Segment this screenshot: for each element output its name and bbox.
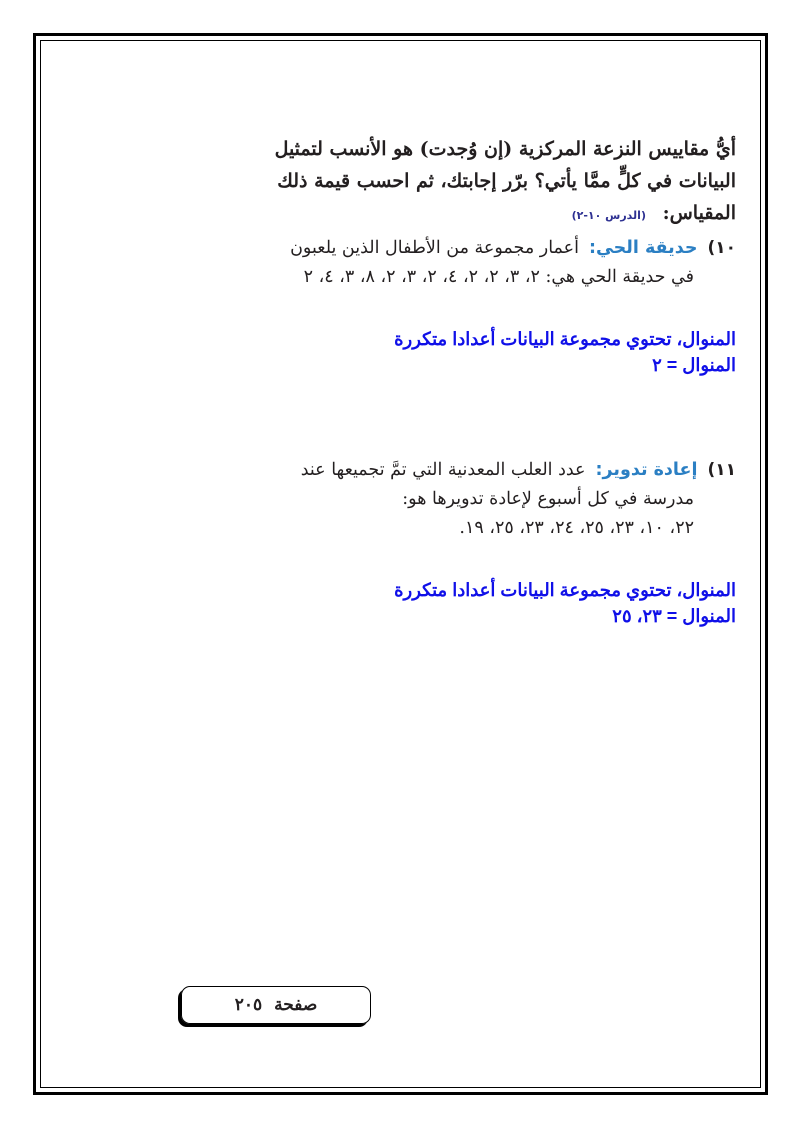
instructions-line-1: أيُّ مقاييس النزعة المركزية (إن وُجدت) هو الأنسب لتمثيل — [274, 138, 736, 160]
question-10 — [176, 234, 736, 292]
instructions-line-3 — [216, 197, 736, 232]
page-label: صفحة — [274, 995, 318, 1015]
question-11-line-2: مدرسة في كل أسبوع لإعادة تدويرها هو: — [402, 489, 694, 509]
answer-11-value: المنوال = ٢٣، ٢٥ — [612, 606, 736, 626]
question-10-data: في حديقة الحي هي: ٢، ٣، ٢، ٢، ٤، ٢، ٣، ٢، ٨، ٣، ٤، ٢ — [303, 267, 694, 287]
answer-11-reason: المنوال، تحتوي مجموعة البيانات أعدادا متكررة — [394, 580, 736, 600]
question-10-line-1 — [176, 234, 736, 263]
question-11-heading: إعادة تدوير: — [595, 460, 698, 480]
page-number: ٢٠٥ — [234, 995, 263, 1015]
answer-10 — [136, 326, 736, 378]
page-number-box — [181, 986, 371, 1024]
answer-11 — [136, 577, 736, 629]
question-11-line-1 — [176, 456, 736, 485]
question-10-number: ١٠) — [707, 238, 736, 258]
question-10-heading: حديقة الحي: — [588, 238, 698, 258]
instructions-line-2: البيانات في كلٍّ ممَّا يأتي؟ برّر إجابتك، ثم احسب قيمة ذلك — [277, 170, 736, 192]
answer-10-reason: المنوال، تحتوي مجموعة البيانات أعدادا متكررة — [394, 329, 736, 349]
lesson-reference: (الدرس ١٠-٢) — [571, 209, 646, 222]
question-11 — [176, 456, 736, 543]
question-10-text: أعمار مجموعة من الأطفال الذين يلعبون — [290, 238, 579, 258]
question-11-number: ١١) — [707, 460, 736, 480]
question-11-text: عدد العلب المعدنية التي تمَّ تجميعها عند — [300, 460, 586, 480]
instructions-line-3-text: المقياس: — [662, 202, 736, 224]
answer-10-value: المنوال = ٢ — [652, 355, 736, 375]
exercise-instructions — [216, 133, 736, 232]
question-11-data: ٢٢، ١٠، ٢٣، ٢٥، ٢٤، ٢٣، ٢٥، ١٩. — [459, 518, 694, 538]
